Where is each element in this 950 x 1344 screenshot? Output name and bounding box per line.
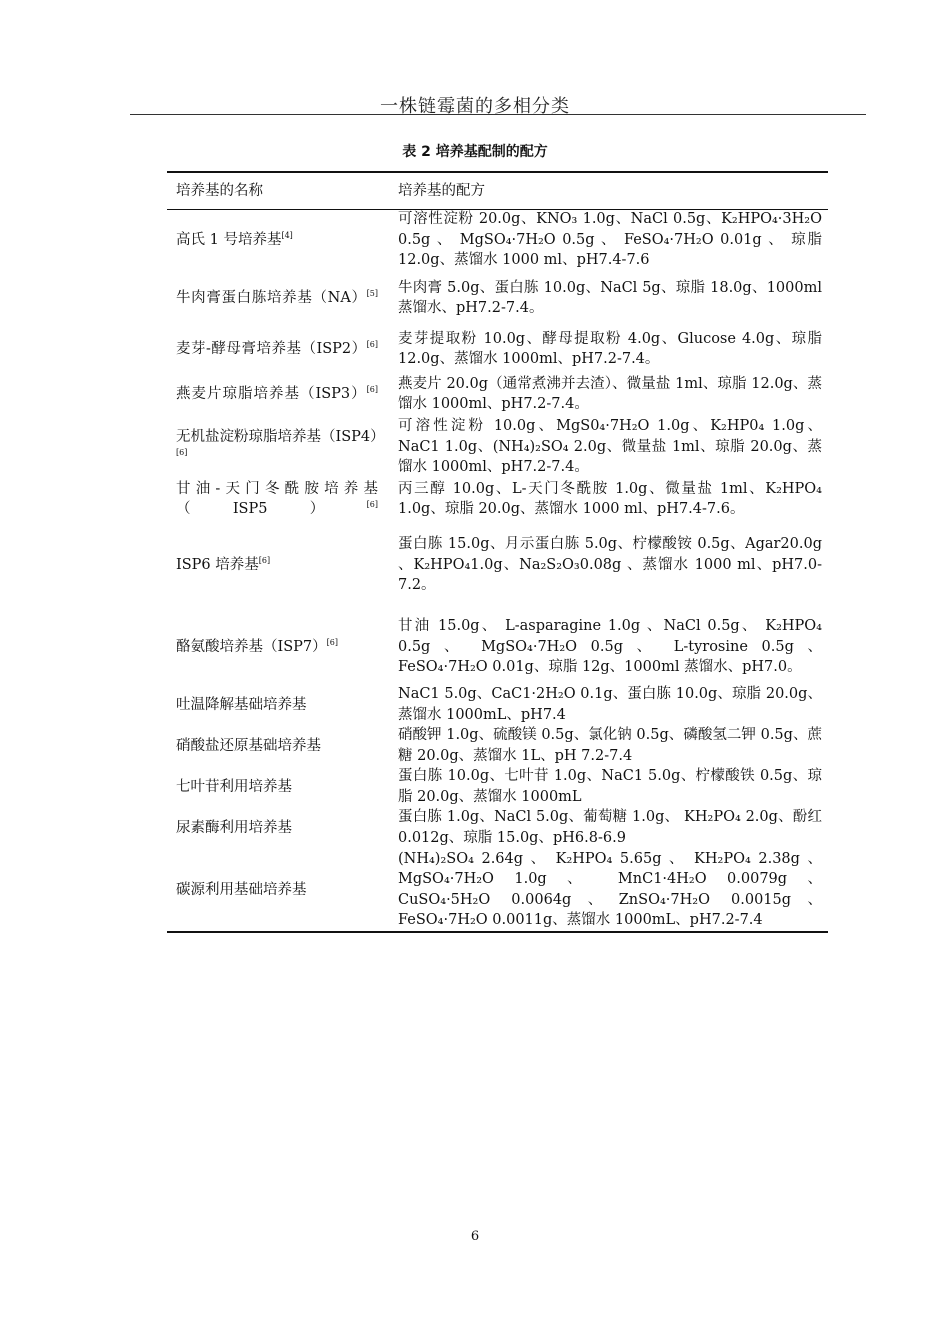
running-header-title: 一株链霉菌的多相分类 (380, 96, 570, 117)
table-row (167, 848, 828, 931)
medium-name: 麦芽-酵母膏培养基（ISP2）[6] (176, 340, 378, 357)
table-row (167, 684, 828, 725)
table-row (167, 766, 828, 807)
medium-recipe: 蛋白胨 10.0g、七叶苷 1.0g、NaC1 5.0g、柠檬酸铁 0.5g、琼脂 20.0g、蒸馏水 1000mL (398, 768, 822, 805)
table-row (167, 610, 828, 684)
citation-ref: [5] (366, 289, 378, 299)
table-row (167, 520, 828, 610)
medium-recipe: 蛋白胨 15.0g、月示蛋白胨 5.0g、柠檬酸铵 0.5g、Agar20.0g 、K₂HPO₄1.0g、Na₂S₂O₃0.08g 、蒸馏水 1000 ml、pH7.0-7.2。 (398, 536, 822, 594)
medium-name: 尿素酶利用培养基 (176, 819, 292, 836)
medium-recipe: 蛋白胨 1.0g、NaCl 5.0g、葡萄糖 1.0g、 KH₂PO₄ 2.0g、酚红 0.012g、琼脂 15.0g、pH6.8-6.9 (398, 809, 822, 846)
medium-recipe: 可溶性淀粉 20.0g、KNO₃ 1.0g、NaCl 0.5g、K₂HPO₄·3H₂O 0.5g 、 MgSO₄·7H₂O 0.5g 、 FeSO₄·7H₂O 0.01g 、 琼脂 12.0g、蒸馏水 1000 ml、pH7.4-7.6 (398, 211, 822, 269)
citation-ref: [6] (366, 340, 378, 350)
citation-ref: [6] (258, 556, 271, 566)
medium-recipe: 可溶性淀粉 10.0g、MgS0₄·7H₂O 1.0g、K₂HP0₄ 1.0g、NaC1 1.0g、(NH₄)₂SO₄ 2.0g、微量盐 1ml、琼脂 20.0g、蒸馏水 1000ml、pH7.2-7.4。 (398, 418, 822, 476)
medium-name: 碳源利用基础培养基 (176, 881, 307, 898)
header-medium-recipe: 培养基的配方 (398, 182, 485, 199)
medium-name: ISP6 培养基[6] (176, 556, 271, 573)
table-row (167, 807, 828, 848)
citation-ref: [6] (366, 385, 378, 395)
citation-ref: [6] (366, 500, 378, 510)
medium-recipe: 硝酸钾 1.0g、硫酸镁 0.5g、氯化钠 0.5g、磷酸氢二钾 0.5g、蔗糖 20.0g、蒸馏水 1L、pH 7.2-7.4 (398, 727, 822, 764)
medium-name: 吐温降解基础培养基 (176, 696, 307, 713)
table-row (167, 210, 828, 270)
medium-name: 高氏 1 号培养基[4] (176, 231, 293, 248)
table-caption: 表 2 培养基配制的配方 (402, 144, 548, 160)
medium-name: 燕麦片琼脂培养基（ISP3）[6] (176, 385, 378, 402)
medium-name: 七叶苷利用培养基 (176, 778, 292, 795)
medium-recipe: (NH₄)₂SO₄ 2.64g 、 K₂HPO₄ 5.65g 、 KH₂PO₄ 2.38g 、 MgSO₄·7H₂O 1.0g 、 MnC1·4H₂O 0.0079g 、 CuSO₄·5H₂O 0.0064g、ZnSO₄·7H₂O 0.0015g、FeSO₄·7H₂O 0.0011g、蒸馏水 1000mL、pH7.2-7.4 (398, 850, 822, 928)
header-medium-name: 培养基的名称 (176, 183, 263, 199)
medium-recipe: 甘油 15.0g、 L-asparagine 1.0g 、NaCl 0.5g、 K₂HPO₄ 0.5g 、 MgSO₄·7H₂O 0.5g 、 L-tyrosine 0.5g 、 FeSO₄·7H₂O 0.01g、琼脂 12g、1000ml 蒸馏水、pH7.0。 (398, 618, 822, 676)
medium-name: 无机盐淀粉琼脂培养基（ISP4）[6] (176, 429, 385, 458)
medium-recipe: NaC1 5.0g、CaC1·2H₂O 0.1g、蛋白胨 10.0g、琼脂 20.0g、蒸馏水 1000mL、pH7.4 (398, 686, 822, 723)
citation-ref: [4] (281, 231, 293, 241)
table-row (167, 478, 828, 520)
medium-name: 酪氨酸培养基（ISP7）[6] (176, 638, 338, 655)
table-row (167, 326, 828, 372)
table-row (167, 416, 828, 478)
citation-ref: [6] (326, 638, 338, 648)
table-row (167, 725, 828, 766)
medium-name: 甘油-天门冬酰胺培养基（ISP5）[6] (176, 481, 378, 517)
table-header-row (167, 173, 828, 210)
medium-recipe: 麦芽提取粉 10.0g、酵母提取粉 4.0g、Glucose 4.0g、琼脂 12.0g、蒸馏水 1000ml、pH7.2-7.4。 (398, 330, 822, 367)
page-number: 6 (470, 1229, 480, 1244)
table-row (167, 270, 828, 326)
medium-name: 硝酸盐还原基础培养基 (176, 737, 321, 754)
medium-recipe: 牛肉膏 5.0g、蛋白胨 10.0g、NaCl 5g、琼脂 18.0g、1000ml 蒸馏水、pH7.2-7.4。 (398, 279, 822, 316)
medium-name: 牛肉膏蛋白胨培养基（NA）[5] (176, 289, 378, 306)
medium-recipe-table (167, 171, 828, 933)
medium-recipe: 丙三醇 10.0g、L-天门冬酰胺 1.0g、微量盐 1ml、K₂HPO₄ 1.0g、琼脂 20.0g、蒸馏水 1000 ml、pH7.4-7.6。 (398, 480, 822, 517)
citation-ref: [6] (176, 448, 188, 458)
table-row (167, 372, 828, 416)
header-rule (130, 114, 866, 115)
medium-recipe: 燕麦片 20.0g（通常煮沸并去渣）、微量盐 1ml、琼脂 12.0g、蒸馏水 1000ml、pH7.2-7.4。 (398, 375, 822, 412)
